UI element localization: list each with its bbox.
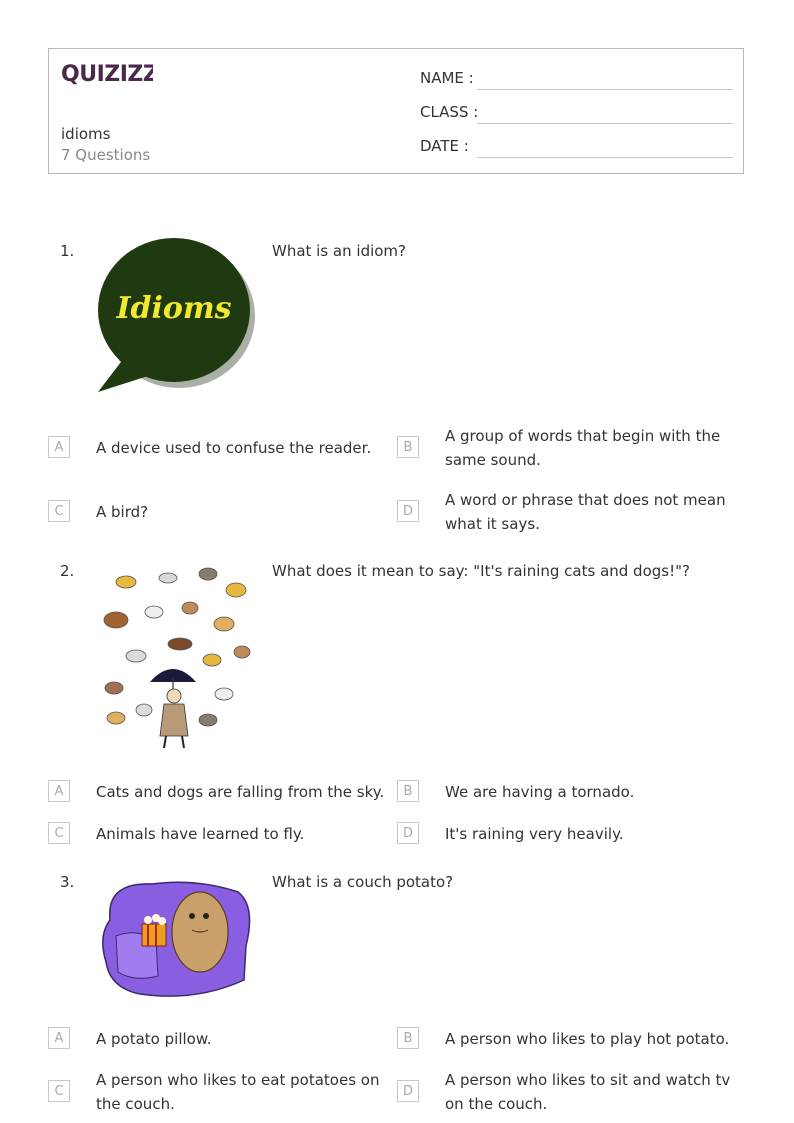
question-count: 7 Questions xyxy=(61,146,151,164)
option-letter[interactable]: D xyxy=(397,1080,419,1102)
option-text: A person who likes to play hot potato. xyxy=(445,1030,730,1048)
question-number: 1. xyxy=(60,242,75,260)
date-label: DATE : xyxy=(420,137,469,155)
option-text: Animals have learned to fly. xyxy=(96,825,305,843)
quizizz-logo xyxy=(61,59,153,91)
date-field[interactable] xyxy=(477,157,733,158)
worksheet-title: idioms xyxy=(61,125,111,143)
option-letter[interactable]: B xyxy=(397,1027,419,1049)
option-letter[interactable]: C xyxy=(48,500,70,522)
option-letter[interactable]: A xyxy=(48,436,70,458)
option-text: Cats and dogs are falling from the sky. xyxy=(96,783,385,801)
option-text: A potato pillow. xyxy=(96,1030,212,1048)
worksheet-header xyxy=(48,48,744,174)
class-label: CLASS : xyxy=(420,103,479,121)
option-text: A word or phrase that does not mean what it says. xyxy=(445,491,726,533)
svg-text:QUIZIZZ: QUIZIZZ xyxy=(61,62,153,87)
question-text: What does it mean to say: "It's raining cats and dogs!"? xyxy=(272,562,690,580)
idioms-image-caption: Idioms xyxy=(116,291,232,326)
option-letter[interactable]: B xyxy=(397,780,419,802)
question-number: 3. xyxy=(60,873,75,891)
question-text: What is a couch potato? xyxy=(272,873,454,891)
option-text: A bird? xyxy=(96,503,149,521)
option-text: It's raining very heavily. xyxy=(445,825,624,843)
name-field[interactable] xyxy=(477,89,733,90)
question-text: What is an idiom? xyxy=(272,242,407,260)
name-label: NAME : xyxy=(420,69,474,87)
class-field[interactable] xyxy=(477,123,733,124)
option-letter[interactable]: D xyxy=(397,500,419,522)
option-letter[interactable]: C xyxy=(48,1080,70,1102)
option-text: A person who likes to sit and watch tv on the couch. xyxy=(445,1071,731,1113)
option-letter[interactable]: C xyxy=(48,822,70,844)
option-text: We are having a tornado. xyxy=(445,783,635,801)
option-letter[interactable]: A xyxy=(48,780,70,802)
idioms-speech-bubble-image xyxy=(96,238,256,400)
raining-cats-and-dogs-image xyxy=(96,560,256,754)
option-text: A group of words that begin with the same sound. xyxy=(445,427,721,469)
option-text: A person who likes to eat potatoes on the couch. xyxy=(96,1071,380,1113)
option-letter[interactable]: A xyxy=(48,1027,70,1049)
question-number: 2. xyxy=(60,562,75,580)
option-letter[interactable]: D xyxy=(397,822,419,844)
couch-potato-image xyxy=(96,876,256,1006)
option-text: A device used to confuse the reader. xyxy=(96,439,372,457)
option-letter[interactable]: B xyxy=(397,436,419,458)
